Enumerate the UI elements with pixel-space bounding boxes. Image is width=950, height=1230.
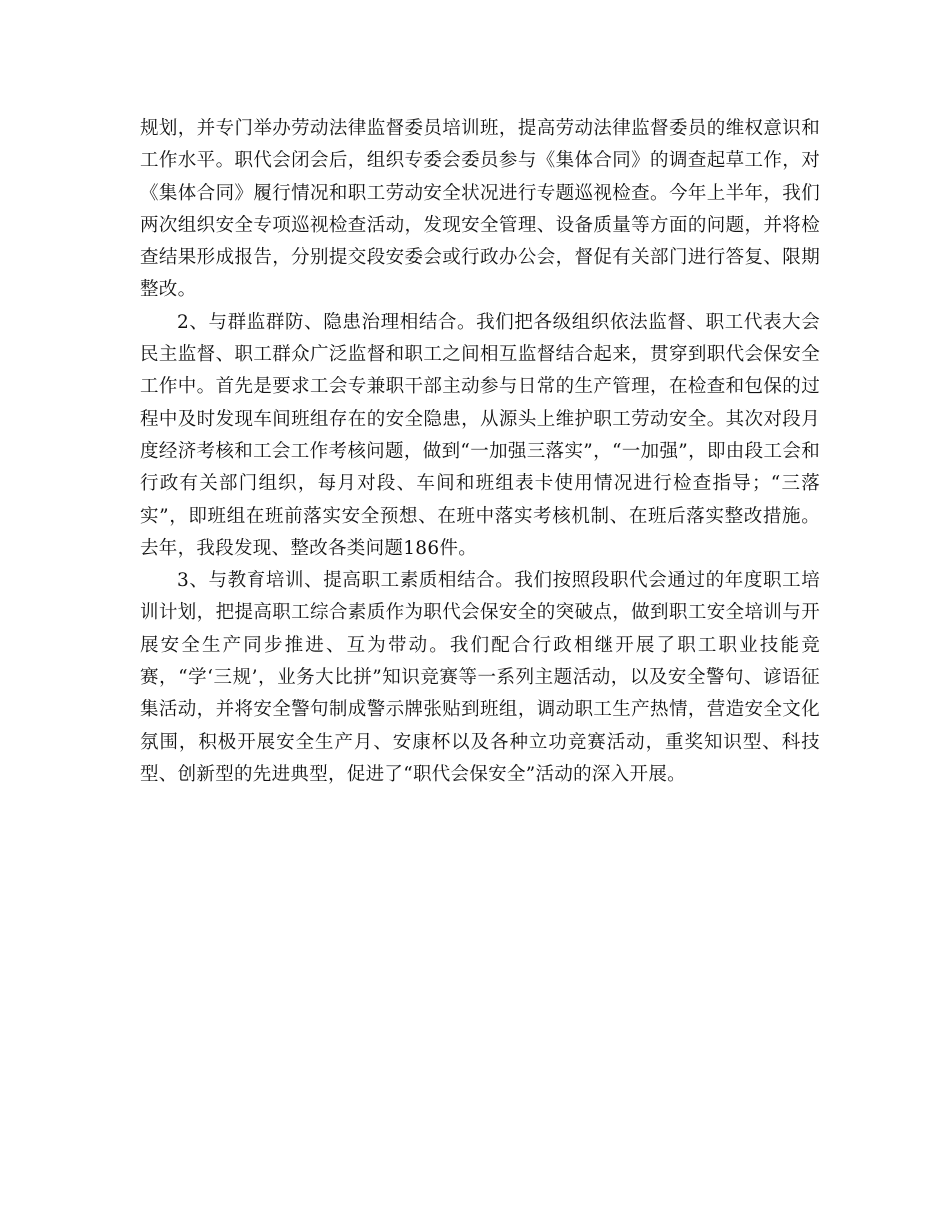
paragraph-item-2: 2、与群监群防、隐患治理相结合。我们把各级组织依法监督、职工代表大会民主监督、职工群众广泛监督和职工之间相互监督结合起来，贯穿到职代会保安全工作中。首先是要求工会专兼职干部主动参与日常的生产管理，在检查和包保的过程中及时发现车间班组存在的安全隐患，从源头上维护职工劳动安全。其次对段月度经济考核和工会工作考核问题，做到“一加强三落实”，“一加强”，即由段工会和行政有关部门组织，每月对段、车间和班组表卡使用情况进行检查指导；“三落实”，即班组在班前落实安全预想、在班中落实考核机制、在班后落实整改措施。去年，我段发现、整改各类问题186件。 <box>140 311 820 559</box>
document-body <box>140 113 820 791</box>
paragraph-continued: 规划，并专门举办劳动法律监督委员培训班，提高劳动法律监督委员的维权意识和工作水平。职代会闭会后，组织专委会委员参与《集体合同》的调查起草工作，对《集体合同》履行情况和职工劳动安全状况进行专题巡视检查。今年上半年，我们两次组织安全专项巡视检查活动，发现安全管理、设备质量等方面的问题，并将检查结果形成报告，分别提交段安委会或行政办公会，督促有关部门进行答复、限期整改。 <box>140 118 820 301</box>
paragraph-item-3: 3、与教育培训、提高职工素质相结合。我们按照段职代会通过的年度职工培训计划，把提高职工综合素质作为职代会保安全的突破点，做到职工安全培训与开展安全生产同步推进、互为带动。我们配合行政相继开展了职工职业技能竞赛，“学‘三规’，业务大比拼”知识竞赛等一系列主题活动，以及安全警句、谚语征集活动，并将安全警句制成警示牌张贴到班组，调动职工生产热情，营造安全文化氛围，积极开展安全生产月、安康杯以及各种立功竞赛活动，重奖知识型、科技型、创新型的先进典型，促进了“职代会保安全”活动的深入开展。 <box>140 570 820 785</box>
